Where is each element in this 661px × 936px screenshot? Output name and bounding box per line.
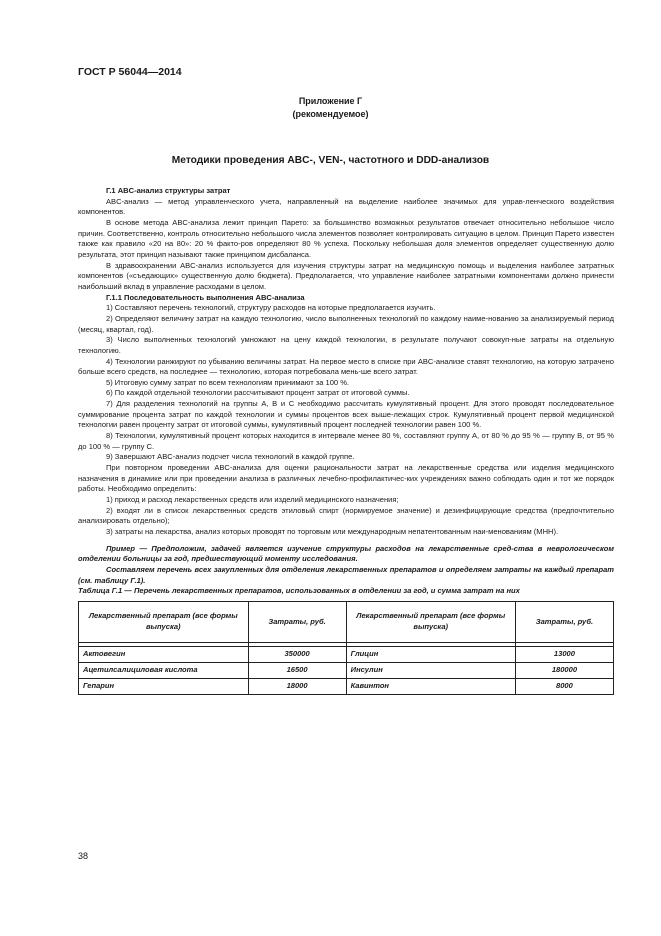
subsection-heading: Г.1.1 Последовательность выполнения ABC-анализа bbox=[106, 292, 305, 302]
col-header-drug: Лекарственный препарат (все формы выпуска) bbox=[79, 601, 249, 642]
drug-name: Ацетилсалициловая кислота bbox=[79, 662, 249, 678]
cost-value: 8000 bbox=[515, 678, 613, 694]
main-title: Методики проведения ABC-, VEN-, частотного и DDD-анализов bbox=[171, 155, 490, 166]
standard-header: ГОСТ Р 56044—2014 bbox=[78, 66, 182, 78]
example-paragraph: Составляем перечень всех закупленных для отделения лекарственных препаратов и определяем затраты на каждый препарат (см. таблицу Г.1). bbox=[78, 564, 614, 585]
step-item: 1) Составляют перечень технологий, структуру расходов на которые предполагается изучить. bbox=[106, 303, 436, 313]
table-row bbox=[79, 678, 614, 694]
step-item: 5) Итоговую сумму затрат по всем технологиям принимают за 100 %. bbox=[106, 377, 350, 387]
drug-cost-table bbox=[78, 601, 614, 695]
step-item: 4) Технологии ранжируют по убыванию величины затрат. На первое место в списке при ABC-анализе ставят технологию, на которую затрачено больше всего средств, на последнее — технологию, которая потребовала мень-ше всего затрат. bbox=[78, 356, 614, 377]
step-item: 9) Завершают ABC-анализ подсчет числа технологий в каждой группе. bbox=[106, 452, 355, 462]
body-text bbox=[78, 186, 614, 695]
cost-value: 16500 bbox=[248, 662, 346, 678]
cost-value: 180000 bbox=[515, 662, 613, 678]
drug-name: Актовегин bbox=[79, 646, 249, 662]
step-item: 2) Определяют величину затрат на каждую технологию, число выполненных технологий по каждому наиме-нованию за анализируемый период (месяц, квартал, год). bbox=[78, 313, 614, 334]
paragraph: В основе метода ABC-анализа лежит принцип Парето: за большинство возможных результатов отвечает относительно небольшое число причин. Соответственно, контроль относительно небольшого числа элементов позволяет контролировать ситуацию в целом. Принцип Парето известен также как правило «20 на 80»: 20 % факто-ров определяют 80 % успеха. Поскольку небольшая доля элементов определяет существенную долю результата, этот принцип называют также принципом дисбаланса. bbox=[78, 217, 614, 259]
cost-value: 350000 bbox=[248, 646, 346, 662]
cost-value: 13000 bbox=[515, 646, 613, 662]
step-item: 7) Для разделения технологий на группы A, B и C необходимо рассчитать кумулятивный процент. Для этого проводят последовательное суммирование процента затрат по каждой технологии и суммы процентов всех выше-лежащих строк. Кумулятивный процент первой медицинской технологии равен проценту затрат от итоговой суммы, кумулятивный процент последней технологии равен 100 %. bbox=[78, 399, 614, 430]
appendix-subtitle: (рекомендуемое) bbox=[292, 109, 369, 119]
appendix-title: Приложение Г bbox=[298, 96, 363, 106]
table-header-row bbox=[79, 601, 614, 642]
col-header-drug: Лекарственный препарат (все формы выпуска) bbox=[346, 601, 515, 642]
col-header-cost: Затраты, руб. bbox=[515, 601, 613, 642]
drug-name: Глицин bbox=[346, 646, 515, 662]
list-item: 3) затраты на лекарства, анализ которых проводят по торговым или международным непатентованным наи-менованиям (МНН). bbox=[106, 527, 559, 536]
table-row bbox=[79, 662, 614, 678]
table-caption: Таблица Г.1 — Перечень лекарственных препаратов, использованных в отделении за год, и сумма затрат на них bbox=[78, 586, 520, 596]
col-header-cost: Затраты, руб. bbox=[248, 601, 346, 642]
paragraph: При повторном проведении ABC-анализа для оценки рациональности затрат на лекарственные средства или изделия медицинского назначения в динамике или при проведении анализа в различных лечебно-профилактичес-ких учреждениях важно соблюдать один и тот же порядок работы. Необходимо определить: bbox=[78, 463, 614, 494]
cost-value: 18000 bbox=[248, 678, 346, 694]
step-item: 8) Технологии, кумулятивный процент которых находится в интервале менее 80 %, составляют группу A, от 80 % до 95 % — группу B, от 95 % до 100 % — группу C. bbox=[78, 431, 614, 451]
section-heading: Г.1 ABC-анализ структуры затрат bbox=[106, 186, 231, 195]
paragraph: ABC-анализ — метод управленческого учета, направленный на выделение наиболее значимых для управ-ленческого воздействия компонентов. bbox=[78, 196, 614, 217]
table-row bbox=[79, 646, 614, 662]
step-item: 3) Число выполненных технологий умножают на цену каждой технологии, в результате получают совокуп-ные затраты на отдельную технологию. bbox=[78, 335, 614, 355]
step-item: 6) По каждой отдельной технологии рассчитывают процент затрат от итоговой суммы. bbox=[106, 388, 410, 398]
drug-name: Инсулин bbox=[346, 662, 515, 678]
drug-name: Гепарин bbox=[79, 678, 249, 694]
drug-name: Кавинтон bbox=[346, 678, 515, 694]
example-paragraph: Пример — Предположим, задачей является изучение структуры расходов на лекарственные сред-ства в неврологическом отделении больницы за год, предшествующий моменту исследования. bbox=[78, 543, 614, 564]
list-item: 2) входят ли в список лекарственных средств этиловый спирт (нормируемое значение) и дезинфицирующие средства (предпочтительно анализировать отдельно); bbox=[78, 505, 614, 526]
page-number: 38 bbox=[78, 851, 89, 861]
paragraph: В здравоохранении ABC-анализ используется для изучения структуры затрат на медицинскую помощь и выделения наиболее затратных компонентов («съедающих» существенную долю бюджета). Предполагается, что управление наиболее затратными компонентами должно принести наибольший вклад в управление расходами в целом. bbox=[78, 260, 614, 291]
list-item: 1) приход и расход лекарственных средств или изделий медицинского назначения; bbox=[106, 495, 399, 505]
